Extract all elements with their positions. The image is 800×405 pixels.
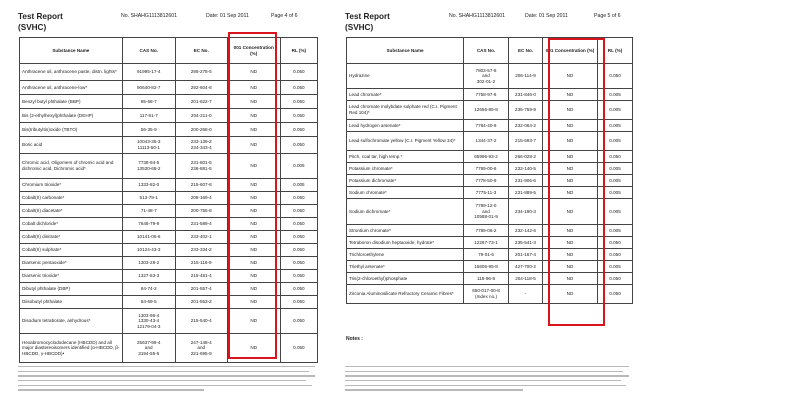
concentration-value: ND <box>543 273 598 285</box>
ec-number: 200-268-0 <box>175 123 227 137</box>
cas-number: 1303-28-2 <box>122 257 175 270</box>
table-row <box>347 237 633 249</box>
concentration-value: ND <box>227 123 280 137</box>
ec-number: 231-589-4 <box>175 218 227 231</box>
reporting-limit: 0.050 <box>280 257 317 270</box>
cas-number: 1303-96-4 1330-43-4 12179-04-3 <box>122 309 175 334</box>
report-title-line2: (SVHC) <box>345 22 374 32</box>
concentration-value: ND <box>227 205 280 218</box>
table-row <box>20 309 318 334</box>
ec-number: 201-553-2 <box>175 296 227 309</box>
concentration-value: ND <box>543 225 598 237</box>
table-row <box>347 199 633 225</box>
header-substance: Substance Name <box>347 38 464 64</box>
substance-name: Lead sulfochromate yellow (C.I. Pigment Yellow 34)* <box>347 132 464 151</box>
cas-number: 25637-99-4 and 3194-55-6 <box>122 334 175 363</box>
ec-number: 231-801-5 236-881-5 <box>175 154 227 179</box>
report-date: Date: 01 Sep 2011 <box>206 13 249 19</box>
table-row <box>347 132 633 151</box>
table-row <box>20 81 318 95</box>
ec-number: 427-700-2 <box>509 261 543 273</box>
cas-number: 10141-05-6 <box>122 231 175 244</box>
svhc-table-right <box>346 37 633 304</box>
cas-number: 84-74-2 <box>122 283 175 296</box>
table-row <box>20 123 318 137</box>
table-row <box>20 283 318 296</box>
concentration-value: ND <box>543 285 598 304</box>
ec-number: 234-190-3 <box>509 199 543 225</box>
concentration-value: ND <box>543 64 598 89</box>
ec-number: 215-481-4 <box>175 270 227 283</box>
reporting-limit: 0.050 <box>598 285 633 304</box>
table-row <box>347 285 633 304</box>
ec-number: 201-557-4 <box>175 283 227 296</box>
concentration-value: ND <box>543 175 598 187</box>
table-header-row <box>20 38 318 64</box>
substance-name: Disodium tetraborate, anhydrous* <box>20 309 123 334</box>
reporting-limit: 0.005 <box>598 101 633 120</box>
concentration-value: ND <box>227 154 280 179</box>
ec-number: 231-846-0 <box>509 89 543 101</box>
ec-number: 206-114-9 <box>509 64 543 89</box>
ec-number: 215-540-4 <box>175 309 227 334</box>
concentration-value: ND <box>227 257 280 270</box>
substance-name: Dibutyl phthalate (DBP) <box>20 283 123 296</box>
cas-number: 7803-57-8 and 302-01-2 <box>464 64 509 89</box>
ec-number: 201-167-4 <box>509 249 543 261</box>
header-substance: Substance Name <box>20 38 123 64</box>
ec-number: 232-140-5 <box>509 163 543 175</box>
reporting-limit: 0.005 <box>280 154 317 179</box>
reporting-limit: 0.050 <box>280 296 317 309</box>
reporting-limit: 0.005 <box>598 199 633 225</box>
header-ec: EC No. <box>509 38 543 64</box>
substance-name: Potassium dichromate* <box>347 175 464 187</box>
reporting-limit: 0.005 <box>598 89 633 101</box>
table-header-row <box>347 38 633 64</box>
concentration-value: ND <box>543 120 598 132</box>
table-row <box>20 192 318 205</box>
concentration-value: ND <box>543 151 598 163</box>
ec-number: 233-402-1 <box>175 231 227 244</box>
reporting-limit: 0.050 <box>598 64 633 89</box>
substance-name: Bis(tributyltin)oxide (TBTO) <box>20 123 123 137</box>
cas-number: 7646-79-9 <box>122 218 175 231</box>
cas-number: 85-68-7 <box>122 95 175 109</box>
table-row <box>20 257 318 270</box>
footer-disclaimer <box>18 366 318 394</box>
reporting-limit: 0.050 <box>280 64 317 81</box>
report-page-right <box>345 0 632 405</box>
table-row <box>20 64 318 81</box>
table-row <box>20 137 318 154</box>
reporting-limit: 0.005 <box>598 187 633 199</box>
substance-name: Anthracene oil, anthracene-low* <box>20 81 123 95</box>
page-number: Page 4 of 6 <box>271 13 298 19</box>
reporting-limit: 0.050 <box>280 218 317 231</box>
table-row <box>20 179 318 192</box>
concentration-value: ND <box>227 95 280 109</box>
substance-name: Lead hydrogen arsenate* <box>347 120 464 132</box>
report-number: No. SHAHG1113812601 <box>449 13 506 19</box>
substance-name: Cobalt dichloride* <box>20 218 123 231</box>
report-page-left <box>18 0 318 405</box>
substance-name: Benzyl butyl phthalate (BBP) <box>20 95 123 109</box>
reporting-limit: 0.005 <box>598 225 633 237</box>
cas-number: 10124-43-3 <box>122 244 175 257</box>
substance-name: Trichloroethylene <box>347 249 464 261</box>
ec-number: 295-278-5 <box>175 64 227 81</box>
reporting-limit: 0.050 <box>280 192 317 205</box>
table-row <box>20 270 318 283</box>
reporting-limit: 0.005 <box>598 132 633 151</box>
reporting-limit: 0.050 <box>280 95 317 109</box>
substance-name: Diisobutyl phthalate <box>20 296 123 309</box>
table-row <box>347 187 633 199</box>
concentration-value: ND <box>543 249 598 261</box>
header-rl: RL (%) <box>280 38 317 64</box>
header-rl: RL (%) <box>598 38 633 64</box>
concentration-value: ND <box>227 109 280 123</box>
substance-name: Chromic acid, Oligomers of chromic acid and dichromic acid, Dichromic acid* <box>20 154 123 179</box>
ec-number: 231-889-5 <box>509 187 543 199</box>
ec-number: 208-169-4 <box>175 192 227 205</box>
table-row <box>347 163 633 175</box>
cas-number: 15606-95-8 <box>464 261 509 273</box>
concentration-value: ND <box>227 179 280 192</box>
substance-name: Cobalt(II) diacetate* <box>20 205 123 218</box>
ec-number: 204-211-0 <box>175 109 227 123</box>
report-title-line1: Test Report <box>345 12 390 21</box>
concentration-value: ND <box>227 283 280 296</box>
substance-name: Lead chromate molybdate sulphate red (C.I. Pigment Red 104)* <box>347 101 464 120</box>
cas-number: 71-48-7 <box>122 205 175 218</box>
reporting-limit: 0.050 <box>280 123 317 137</box>
reporting-limit: 0.050 <box>598 273 633 285</box>
reporting-limit: 0.050 <box>280 81 317 95</box>
substance-name: Sodium chromate* <box>347 187 464 199</box>
cas-number: 7778-50-9 <box>464 175 509 187</box>
table-row <box>347 175 633 187</box>
table-row <box>20 218 318 231</box>
concentration-value: ND <box>227 296 280 309</box>
cas-number: 7789-06-2 <box>464 225 509 237</box>
reporting-limit: 0.005 <box>598 261 633 273</box>
substance-name: Hexabromocyclododecane (HBCDD) and all major diastereoisomers identified (α-HBCDD, β-HBCDD, γ-HBCDD)• <box>20 334 123 363</box>
reporting-limit: 0.050 <box>280 109 317 123</box>
substance-name: Triethyl arsenate* <box>347 261 464 273</box>
reporting-limit: 0.050 <box>280 231 317 244</box>
table-row <box>20 154 318 179</box>
substance-name: Boric acid <box>20 137 123 154</box>
reporting-limit: 0.050 <box>280 270 317 283</box>
table-row <box>20 334 318 363</box>
page-number: Page 5 of 6 <box>594 13 621 19</box>
table-row <box>347 249 633 261</box>
substance-name: Hydrazine <box>347 64 464 89</box>
concentration-value: ND <box>227 334 280 363</box>
ec-number: 247-148-4 and 221-695-9 <box>175 334 227 363</box>
concentration-value: ND <box>543 187 598 199</box>
svhc-table-left <box>19 37 318 363</box>
cas-number: 115-96-8 <box>464 273 509 285</box>
concentration-value: ND <box>227 218 280 231</box>
substance-name: Potassium chromate* <box>347 163 464 175</box>
cas-number: 91995-17-4 <box>122 64 175 81</box>
concentration-value: ND <box>227 231 280 244</box>
ec-number: 232-064-2 <box>509 120 543 132</box>
ec-number: 215-693-7 <box>509 132 543 151</box>
table-row <box>347 101 633 120</box>
cas-number: 79-01-6 <box>464 249 509 261</box>
cas-number: 7738-94-5 13530-68-2 <box>122 154 175 179</box>
ec-number: 215-607-8 <box>175 179 227 192</box>
table-row <box>347 151 633 163</box>
substance-name: Anthracene oil, anthracene paste, distn. lights* <box>20 64 123 81</box>
reporting-limit: 0.050 <box>598 237 633 249</box>
cas-number: 7789-12-0 and 10588-01-9 <box>464 199 509 225</box>
table-row <box>20 205 318 218</box>
header-concentration: 001 Concentration (%) <box>227 38 280 64</box>
reporting-limit: 0.005 <box>598 175 633 187</box>
ec-number: 233-334-2 <box>175 244 227 257</box>
concentration-value: ND <box>227 244 280 257</box>
report-title-line2: (SVHC) <box>18 22 47 32</box>
ec-number: 215-116-9 <box>175 257 227 270</box>
substance-name: Bis (2-ethylhexyl)phthalate (DEHP) <box>20 109 123 123</box>
reporting-limit: 0.050 <box>280 137 317 154</box>
reporting-limit: 0.005 <box>280 179 317 192</box>
concentration-value: ND <box>543 199 598 225</box>
ec-number: 200-755-8 <box>175 205 227 218</box>
substance-name: Cobalt(II) sulphate* <box>20 244 123 257</box>
ec-number: 231-906-6 <box>509 175 543 187</box>
cas-number: 65996-93-2 <box>464 151 509 163</box>
table-row <box>347 89 633 101</box>
concentration-value: ND <box>543 132 598 151</box>
cas-number: 7789-00-6 <box>464 163 509 175</box>
report-title <box>345 12 390 33</box>
table-row <box>347 120 633 132</box>
table-row <box>20 296 318 309</box>
concentration-value: ND <box>543 101 598 120</box>
cas-number: 10043-35-3 11113-50-1 <box>122 137 175 154</box>
reporting-limit: 0.005 <box>598 163 633 175</box>
table-row <box>347 261 633 273</box>
cas-number: 12656-85-8 <box>464 101 509 120</box>
concentration-value: ND <box>227 81 280 95</box>
cas-number: 90640-82-7 <box>122 81 175 95</box>
table-row <box>347 64 633 89</box>
report-number: No. SHAHG1113812601 <box>121 13 178 19</box>
header-cas: CAS No. <box>464 38 509 64</box>
ec-number: 204-118-5 <box>509 273 543 285</box>
substance-name: Diarsenic pentaoxide* <box>20 257 123 270</box>
report-title <box>18 12 63 33</box>
ec-number: 235-759-9 <box>509 101 543 120</box>
cas-number: 7775-11-3 <box>464 187 509 199</box>
cas-number: 513-79-1 <box>122 192 175 205</box>
cas-number: 1333-82-0 <box>122 179 175 192</box>
cas-number: 1344-37-2 <box>464 132 509 151</box>
substance-name: Sodium dichromate* <box>347 199 464 225</box>
report-title-line1: Test Report <box>18 12 63 21</box>
table-row <box>20 95 318 109</box>
substance-name: Chromium trioxide* <box>20 179 123 192</box>
reporting-limit: 0.050 <box>280 205 317 218</box>
footer-disclaimer <box>345 366 632 394</box>
substance-name: Cobalt(II) dinitrate* <box>20 231 123 244</box>
ec-number: - <box>509 285 543 304</box>
reporting-limit: 0.050 <box>598 151 633 163</box>
substance-name: Zirconia Aluminosilicate Refractory Ceramic Fibres* <box>347 285 464 304</box>
ec-number: 201-622-7 <box>175 95 227 109</box>
substance-name: Strontium chromate* <box>347 225 464 237</box>
header-concentration: 001 Concentration (%) <box>543 38 598 64</box>
cas-number: 1327-53-3 <box>122 270 175 283</box>
concentration-value: ND <box>543 261 598 273</box>
concentration-value: ND <box>227 137 280 154</box>
concentration-value: ND <box>543 163 598 175</box>
ec-number: 232-142-6 <box>509 225 543 237</box>
concentration-value: ND <box>227 64 280 81</box>
concentration-value: ND <box>227 192 280 205</box>
report-date: Date: 01 Sep 2011 <box>525 13 568 19</box>
concentration-value: ND <box>227 270 280 283</box>
substance-name: Tetraboron disodium heptaoxide, hydrate* <box>347 237 464 249</box>
header-cas: CAS No. <box>122 38 175 64</box>
header-ec: EC No. <box>175 38 227 64</box>
reporting-limit: 0.050 <box>598 249 633 261</box>
cas-number: 56-35-9 <box>122 123 175 137</box>
concentration-value: ND <box>543 237 598 249</box>
substance-name: Tris(2-chloroethyl)phosphate <box>347 273 464 285</box>
substance-name: Cobalt(II) carbonate* <box>20 192 123 205</box>
reporting-limit: 0.005 <box>598 120 633 132</box>
ec-number: 235-541-3 <box>509 237 543 249</box>
reporting-limit: 0.050 <box>280 309 317 334</box>
cas-number: 117-81-7 <box>122 109 175 123</box>
cas-number: 84-69-5 <box>122 296 175 309</box>
notes-label: Notes : <box>346 336 363 342</box>
table-row <box>347 273 633 285</box>
table-row <box>20 244 318 257</box>
reporting-limit: 0.050 <box>280 334 317 363</box>
substance-name: Pitch, coal tar, high temp.* <box>347 151 464 163</box>
cas-number: 7784-40-9 <box>464 120 509 132</box>
substance-name: Diarsenic trioxide* <box>20 270 123 283</box>
table-row <box>20 231 318 244</box>
ec-number: 292-604-8 <box>175 81 227 95</box>
reporting-limit: 0.050 <box>280 283 317 296</box>
table-row <box>347 225 633 237</box>
substance-name: Lead chromate* <box>347 89 464 101</box>
cas-number: 650-017-00-8 (Index no.) <box>464 285 509 304</box>
table-row <box>20 109 318 123</box>
concentration-value: ND <box>543 89 598 101</box>
reporting-limit: 0.050 <box>280 244 317 257</box>
ec-number: 233-139-2 234-343-4 <box>175 137 227 154</box>
concentration-value: ND <box>227 309 280 334</box>
cas-number: 12267-73-1 <box>464 237 509 249</box>
cas-number: 7758-97-6 <box>464 89 509 101</box>
ec-number: 266-028-2 <box>509 151 543 163</box>
